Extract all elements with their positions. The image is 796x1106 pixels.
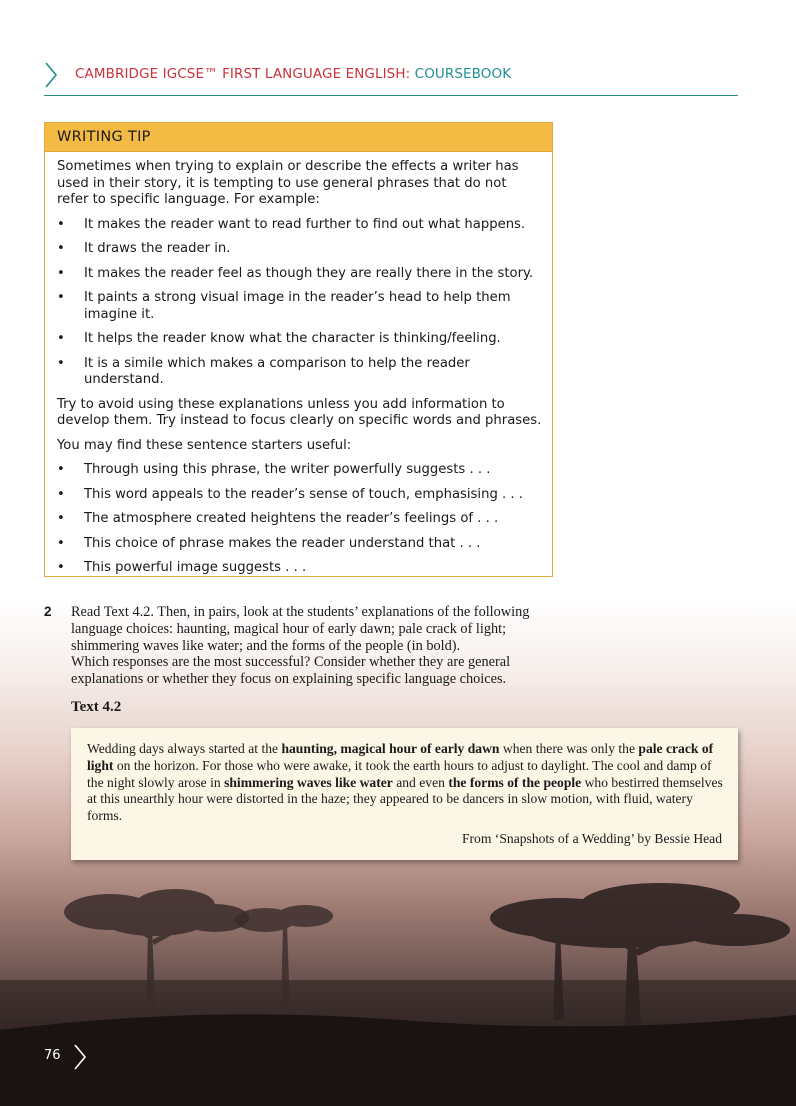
writing-tip-heading: WRITING TIP: [57, 129, 151, 145]
running-header: [44, 60, 738, 96]
writing-tip-body: [57, 159, 542, 585]
bold-phrase: the forms of the people: [448, 774, 582, 790]
writing-tip-box: [44, 122, 553, 577]
tip-advice: Try to avoid using these explanations unless you add information to develop them. Try instead to focus clearly on specific words and phrases.: [57, 396, 542, 428]
extract-source: From ‘Snapshots of a Wedding’ by Bessie Head: [461, 831, 722, 846]
bold-phrase: haunting, magical hour of early dawn: [281, 741, 500, 756]
page-number: 76: [44, 1048, 61, 1063]
chevron-right-icon: [73, 1044, 87, 1070]
book-title: [75, 66, 511, 82]
chevron-right-icon: [44, 62, 58, 88]
question-text: Read Text 4.2. Then, in pairs, look at the students’ explanations of the following language choices: haunting, magical hour of early dawn; pale crack of light; shimmering waves like water; and the forms of the people (in bold). Which responses are the most successful? Consider whether they are general explanations or whether they focus on explaining specific language choices.: [71, 604, 530, 688]
list-item: • It paints a strong visual image in the reader’s head to help them imagine it.: [57, 290, 511, 322]
list-item: • It makes the reader want to read further to find out what happens.: [57, 216, 526, 232]
list-item: • It is a simile which makes a comparison to help the reader understand.: [57, 355, 470, 387]
tip-starters-intro: You may find these sentence starters useful:: [57, 437, 352, 453]
list-item: • This powerful image suggests . . .: [57, 560, 307, 575]
text-extract-box: [71, 728, 738, 860]
writing-tip-header: [45, 123, 552, 152]
question-number: 2: [44, 604, 52, 619]
book-type: COURSEBOOK: [414, 66, 512, 82]
list-item: • This choice of phrase makes the reader understand that . . .: [57, 535, 481, 551]
list-item: • It makes the reader feel as though they are really there in the story.: [57, 265, 534, 281]
list-item: • Through using this phrase, the writer powerfully suggests . . .: [57, 462, 491, 477]
text-heading: Text 4.2: [71, 699, 122, 715]
list-item: • It helps the reader know what the character is thinking/feeling.: [57, 331, 501, 346]
bold-phrase: shimmering waves like water: [224, 774, 393, 790]
sentence-starters-list: [57, 462, 542, 577]
general-phrases-list: [57, 217, 542, 389]
list-item: • This word appeals to the reader’s sense of touch, emphasising . . .: [57, 486, 523, 502]
extract-paragraph: Wedding days always started at the haunting, magical hour of early dawn when there was only the pale crack of light on the horizon. For those who were awake, it took the earth hours to adjust to daylight. The cool and damp of the night slowly arose in shimmering waves like water and even the forms of the people who bestirred themselves at this unearthly hour were distorted in the haze; they appeared to be dancers in slow motion, with fluid, watery forms.: [87, 741, 723, 824]
book-series-title: CAMBRIDGE IGCSE™ FIRST LANGUAGE ENGLISH:: [75, 66, 411, 82]
tip-intro: Sometimes when trying to explain or describe the effects a writer has used in their story, it is tempting to use general phrases that do not refer to specific language. For example:: [57, 159, 519, 207]
list-item: • It draws the reader in.: [57, 241, 231, 256]
bold-phrase: pale crack of light: [87, 741, 714, 773]
list-item: • The atmosphere created heightens the reader’s feelings of . . .: [57, 511, 499, 526]
